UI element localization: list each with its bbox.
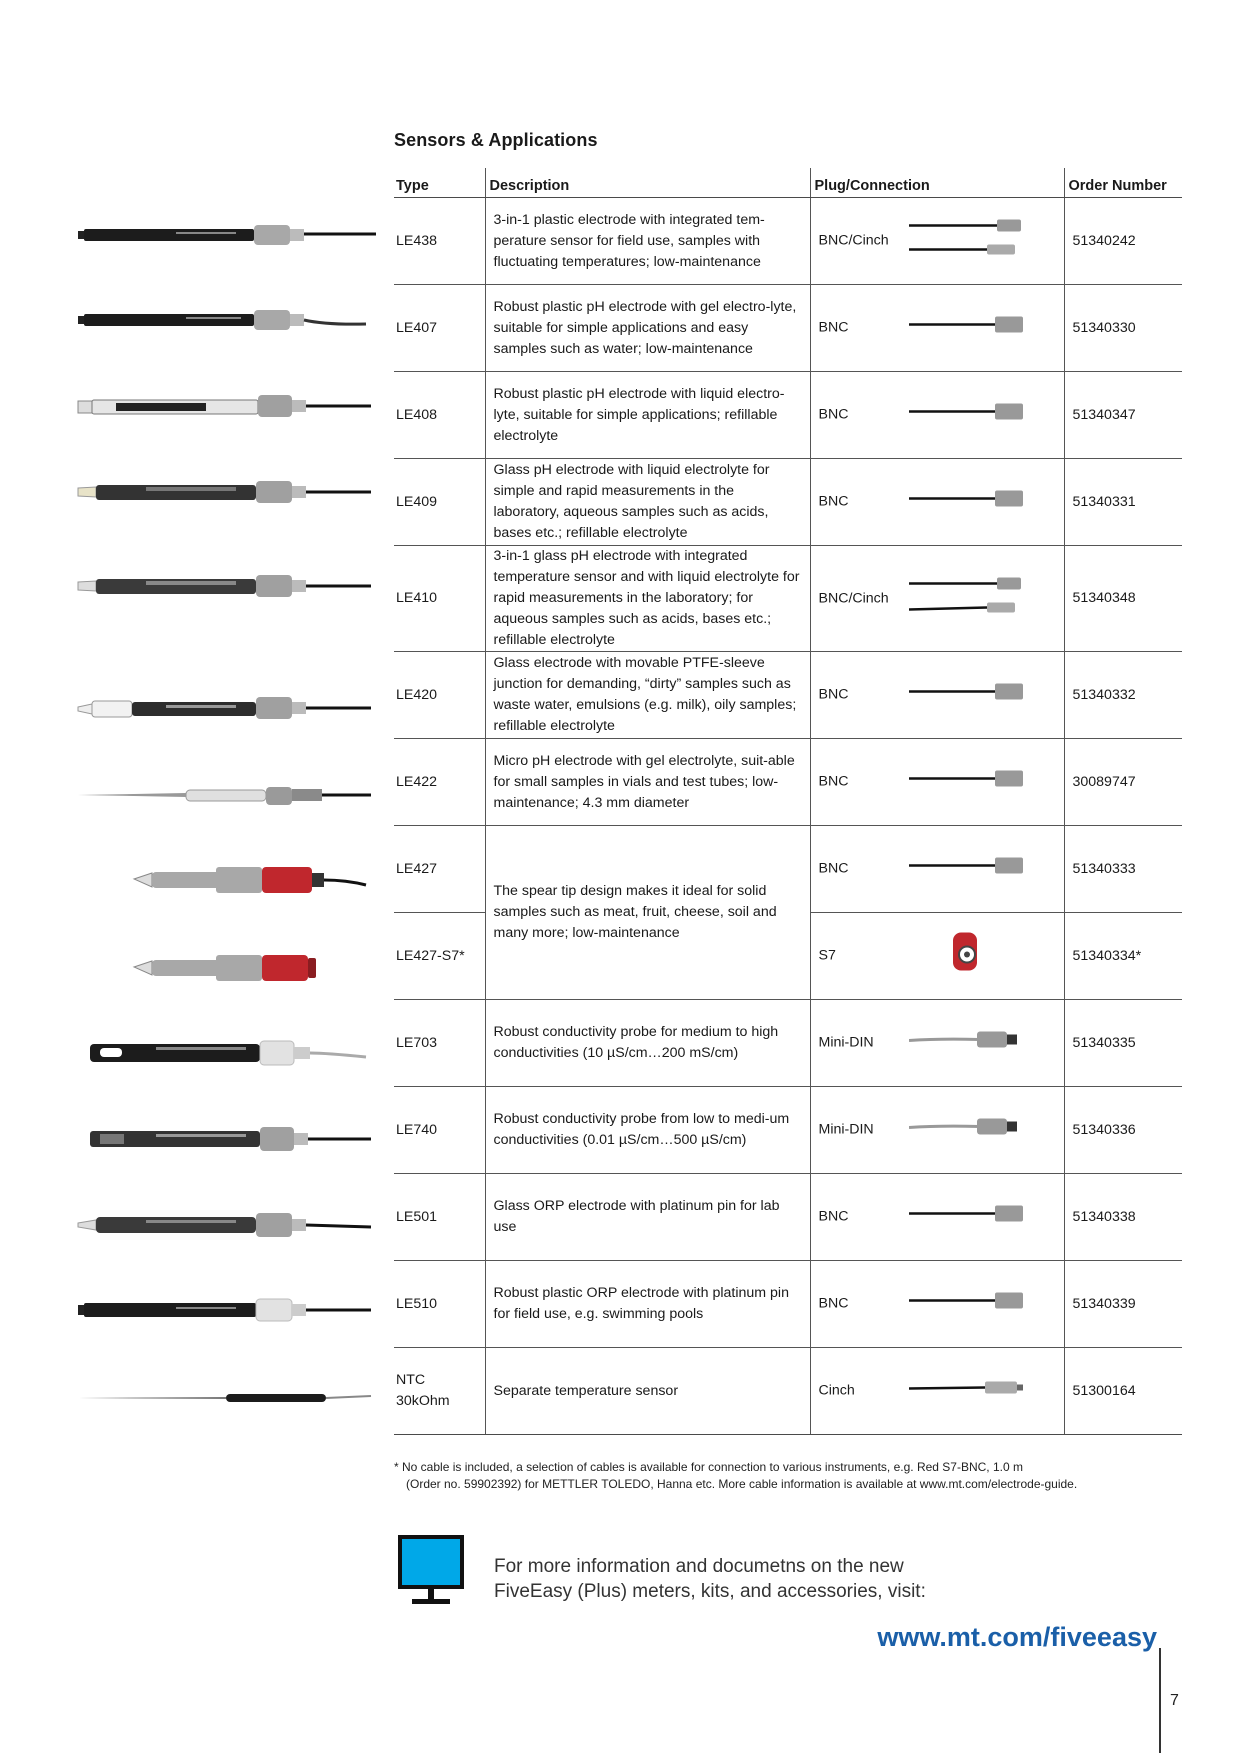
plug-label: BNC/Cinch [818,590,889,606]
cell-description: Separate temperature sensor [485,1348,810,1435]
cell-order-number: 51340338 [1064,1174,1182,1261]
cell-order-number: 51340333 [1064,826,1182,913]
plug-label: BNC [818,860,849,877]
conductivity-probe-icon [76,1097,376,1183]
s7-connector-icon [945,931,985,982]
column-header-plug-connection: Plug/Connection [810,168,1064,198]
cell-plug [810,739,1064,826]
cell-plug [810,285,1064,372]
table-row [394,1000,1182,1087]
cell-type: LE703 [394,1000,485,1087]
cell-type: LE407 [394,285,485,372]
conductivity-probe-icon [76,1011,376,1097]
cell-type: LE410 [394,546,485,652]
glass-orp-electrode-icon [76,1183,376,1269]
table-row [394,739,1182,826]
info-text [494,1554,1054,1604]
plug-label: Cinch [818,1382,855,1399]
section-title: Sensors & Applications [394,130,598,150]
cell-type: NTC 30kOhm [394,1348,485,1435]
cell-order-number: 51340347 [1064,372,1182,459]
plug-label: S7 [818,947,836,964]
cell-description: Robust plastic pH electrode with liquid electro-lyte, suitable for simple applications; refillable electrolyte [485,372,810,459]
cell-description: Glass ORP electrode with platinum pin for lab use [485,1174,810,1261]
cell-order-number: 51340242 [1064,198,1182,285]
bnc-cable-icon [909,764,1027,801]
spear-tip-electrode-icon [76,839,376,925]
cell-plug [810,1174,1064,1261]
cell-description: Glass pH electrode with liquid electrolyte for simple and rapid measurements in the laboratory, aqueous samples such as acids, bases etc.; refillable electrolyte [485,459,810,546]
plastic-orp-electrode-icon [76,1269,376,1355]
table-row [394,826,1182,913]
cell-order-number: 51340330 [1064,285,1182,372]
bnc-cable-icon [909,1286,1027,1323]
bnc-cable-icon [909,397,1027,434]
monitor-icon [398,1535,464,1609]
bnc-cable-icon [909,1199,1027,1236]
plug-label: BNC/Cinch [818,232,889,249]
glass-ph-electrode-icon [76,537,376,639]
fiveeasy-link[interactable]: www.mt.com/fiveeasy [877,1622,1157,1652]
cell-type: LE740 [394,1087,485,1174]
cell-plug [810,913,1064,1000]
table-row [394,285,1182,372]
plug-label: BNC [818,686,849,703]
cell-plug [810,826,1064,913]
cell-plug [810,1000,1064,1087]
bnc-cable-icon [909,310,1027,347]
footnote-line-2: (Order no. 59902392) for METTLER TOLEDO, Hanna etc. More cable information is available at www.mt.com/electrode-guide. [406,1477,1078,1491]
cell-type: LE510 [394,1261,485,1348]
cell-type: LE427 [394,826,485,913]
mini-din-cable-icon [909,1112,1027,1149]
table-row [394,652,1182,739]
cell-description: The spear tip design makes it ideal for solid samples such as meat, fruit, cheese, soil and many more; low-maintenance [485,826,810,1000]
plug-label: BNC [818,319,849,336]
cell-type: LE420 [394,652,485,739]
transparent-ph-electrode-icon [76,365,376,451]
footnote [394,1459,1194,1493]
column-header-order-number: Order Number [1064,168,1182,198]
spear-tip-s7-electrode-icon [76,925,376,1011]
cell-plug [810,652,1064,739]
mini-din-cable-icon [909,1025,1027,1062]
cell-plug [810,1348,1064,1435]
plastic-ph-electrode-icon [76,279,376,365]
cell-order-number: 51340332 [1064,652,1182,739]
ptfe-sleeve-electrode-icon [76,667,376,753]
cell-order-number: 51300164 [1064,1348,1182,1435]
cell-plug [810,1261,1064,1348]
footnote-line-1: * No cable is included, a selection of cables is available for connection to various instruments, e.g. Red S7-BNC, 1.0 m [394,1460,1023,1474]
table-row [394,459,1182,546]
bnc-cable-icon [909,851,1027,888]
plug-label: Mini-DIN [818,1121,874,1138]
info-line-2: FiveEasy (Plus) meters, kits, and accessories, visit: [494,1581,926,1602]
cell-type: LE408 [394,372,485,459]
info-line-1: For more information and documetns on the new [494,1556,904,1577]
table-row [394,1087,1182,1174]
plug-label: BNC [818,1208,849,1225]
cell-type: LE422 [394,739,485,826]
cell-description: Robust plastic pH electrode with gel electro-lyte, suitable for simple applications and easy samples such as water; low-maintenance [485,285,810,372]
cell-description: Robust plastic ORP electrode with platinum pin for field use, e.g. swimming pools [485,1261,810,1348]
cell-description: 3-in-1 glass pH electrode with integrated temperature sensor and with liquid electrolyte for rapid measurements in the laboratory; for aqueous samples such as acids, bases etc.; refillable electrolyte [485,546,810,652]
table-header-row [394,168,1182,198]
cell-plug [810,372,1064,459]
table-row [394,198,1182,285]
temperature-sensor-icon [76,1355,376,1441]
table-row [394,372,1182,459]
bnc-and-cinch-cable-icon [909,214,1027,269]
bnc-cable-icon [909,484,1027,521]
page-number: 7 [1170,1692,1179,1709]
plug-label: Mini-DIN [818,1034,874,1051]
table-row [394,1174,1182,1261]
cell-plug [810,198,1064,285]
cell-order-number: 51340335 [1064,1000,1182,1087]
cell-order-number: 51340331 [1064,459,1182,546]
table-row [394,1348,1182,1435]
table-row [394,546,1182,652]
column-header-description: Description [485,168,810,198]
sensors-table [394,168,1182,1435]
plug-label: BNC [818,1295,849,1312]
cell-description: Robust conductivity probe from low to medi-um conductivities (0.01 µS/cm…500 µS/cm) [485,1087,810,1174]
bnc-cable-icon [909,677,1027,714]
cell-description: Robust conductivity probe for medium to high conductivities (10 µS/cm…200 mS/cm) [485,1000,810,1087]
plug-label: BNC [818,406,849,423]
cell-order-number: 51340339 [1064,1261,1182,1348]
bnc-and-cinch-cable-icon [909,571,1027,626]
cell-type: LE409 [394,459,485,546]
cell-order-number: 51340348 [1064,546,1182,652]
cell-type: LE501 [394,1174,485,1261]
cell-description: 3-in-1 plastic electrode with integrated tem-perature sensor for field use, samples with fluctuating temperatures; low-maintenance [485,198,810,285]
cinch-cable-icon [909,1373,1027,1410]
glass-ph-electrode-icon [76,451,376,537]
cell-order-number: 51340334* [1064,913,1182,1000]
column-header-type: Type [394,168,485,198]
table-row [394,1261,1182,1348]
cell-description: Micro pH electrode with gel electrolyte, suit-able for small samples in vials and test tubes; low-maintenance; 4.3 mm diameter [485,739,810,826]
cell-plug [810,459,1064,546]
micro-ph-electrode-icon [76,753,376,839]
cell-type: LE427-S7* [394,913,485,1000]
cell-order-number: 51340336 [1064,1087,1182,1174]
plastic-ph-electrode-icon [76,193,376,279]
cell-plug [810,1087,1064,1174]
cell-type: LE438 [394,198,485,285]
cell-plug [810,546,1064,652]
page-number-divider [1159,1648,1161,1753]
cell-order-number: 30089747 [1064,739,1182,826]
plug-label: BNC [818,773,849,790]
cell-description: Glass electrode with movable PTFE-sleeve junction for demanding, “dirty” samples such as waste water, emulsions (e.g. milk), oily samples; refillable electrolyte [485,652,810,739]
plug-label: BNC [818,493,849,510]
